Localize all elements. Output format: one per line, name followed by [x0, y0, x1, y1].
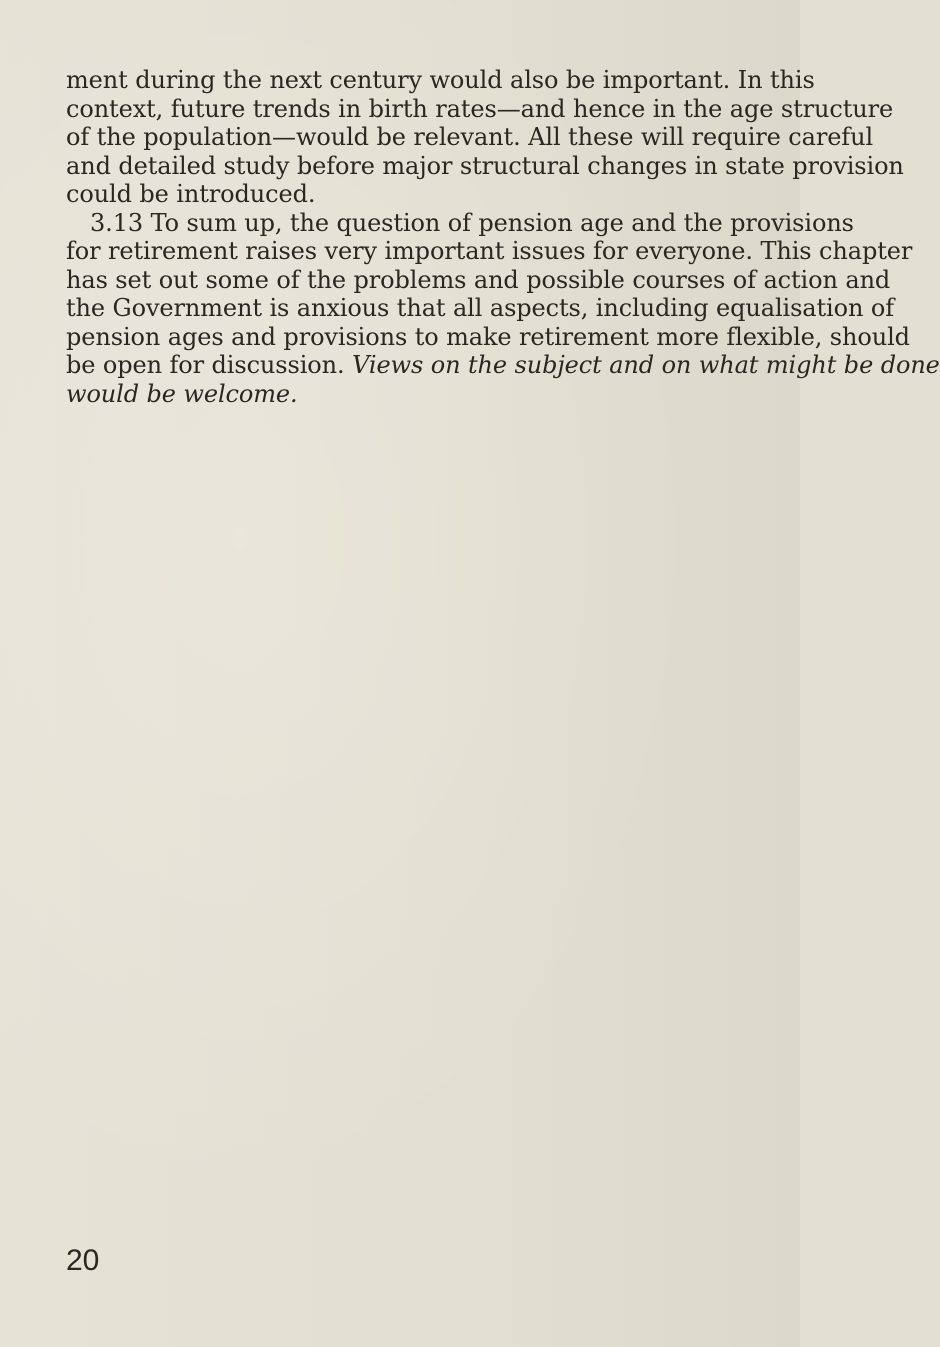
text-segment: be open for discussion.	[66, 351, 353, 379]
text-line: context, future trends in birth rates—and hence in the age structure	[66, 94, 894, 123]
paragraph-start-line: 3.13 To sum up, the question of pension age and the provisions	[90, 208, 854, 237]
text-line: of the population—would be relevant. All these will require careful	[66, 123, 874, 151]
text-line-mixed	[66, 351, 940, 380]
page-number: 20	[66, 1244, 100, 1277]
body-text	[66, 66, 940, 408]
text-line: could be introduced.	[66, 180, 316, 208]
text-line: has set out some of the problems and possible courses of action and	[66, 265, 891, 294]
text-line: for retirement raises very important issues for everyone. This chapter	[66, 237, 913, 265]
text-line: ment during the next century would also be important. In this	[66, 66, 815, 94]
italic-line: would be welcome.	[66, 379, 298, 408]
text-line: pension ages and provisions to make retirement more flexible, should	[66, 322, 910, 351]
italic-segment: Views on the subject and on what might be done	[352, 351, 940, 379]
text-line: the Government is anxious that all aspects, including equalisation of	[66, 294, 895, 322]
text-line: and detailed study before major structural changes in state provision	[66, 151, 904, 180]
